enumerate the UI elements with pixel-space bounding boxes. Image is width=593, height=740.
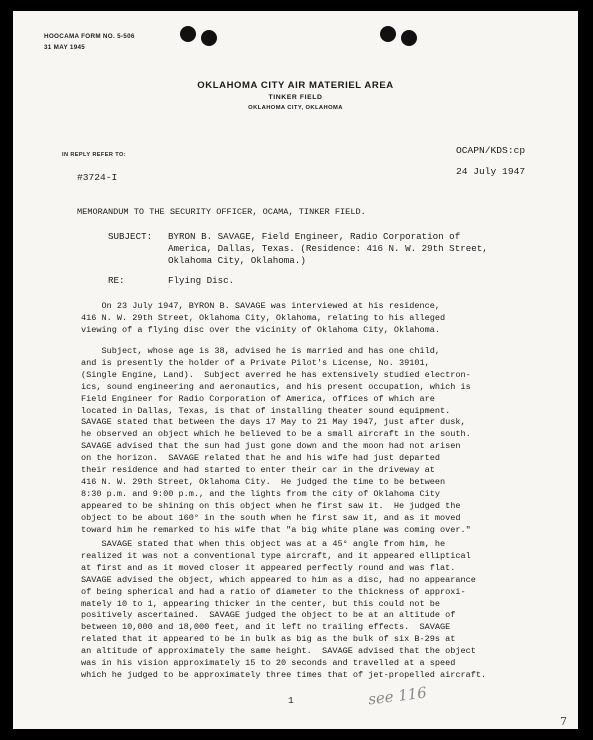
form-number: HOOCAMA FORM NO. 5-506	[44, 33, 135, 40]
paragraph-line: object to be about 160° in the south when he first saw it, and as it moved	[81, 512, 461, 523]
paragraph-line: SAVAGE stated that between the days 17 May to 21 May 1947, just after dusk,	[81, 417, 466, 428]
paragraph-line: positively ascertained. SAVAGE judged the object to be at an altitude of	[81, 610, 456, 621]
punch-hole	[380, 26, 396, 42]
paragraph-line: On 23 July 1947, BYRON B. SAVAGE was interviewed at his residence,	[81, 301, 441, 311]
paragraph-line: he observed an object which he believed to be a small aircraft in the south.	[81, 429, 471, 440]
paragraph-line: Field Engineer for Radio Corporation of America, offices of which are	[81, 393, 435, 404]
punch-hole	[401, 30, 417, 46]
paragraph-line: 416 N. W. 29th Street, Oklahoma City, Oklahoma, relating to his alleged	[81, 312, 446, 323]
paragraph-line: at first and as it moved closer it appeared perfectly round and was flat.	[81, 562, 456, 573]
paragraph-line: realized it was not a conventional type aircraft, and it appeared elliptical	[81, 550, 471, 561]
letterhead-org: OKLAHOMA CITY AIR MATERIEL AREA	[197, 80, 394, 91]
paragraph-line: SAVAGE advised the object, which appeared to him as a disc, had no appearance	[81, 574, 476, 585]
paragraph-line: viewing of a flying disc over the vicinity of Oklahoma City, Oklahoma.	[81, 324, 441, 335]
page-number: 1	[288, 695, 294, 706]
file-number: #3724-I	[77, 172, 118, 183]
paragraph-line: mately 10 to 1, appearing thicker in the center, but this could not be	[81, 598, 441, 609]
paragraph-line: ics, sound engineering and aeronautics, and his present occupation, which is	[81, 381, 471, 392]
handwritten-note: see 116	[367, 683, 428, 709]
paragraph-line: Subject, whose age is 38, advised he is married and has one child,	[81, 346, 441, 356]
subject-line: America, Dallas, Texas. (Residence: 416 N. W. 29th Street,	[168, 243, 488, 255]
paragraph-line: 8:30 p.m. and 9:00 p.m., and the lights from the city of Oklahoma City	[81, 488, 441, 499]
letterhead-field: TINKER FIELD	[268, 94, 323, 101]
punch-hole	[180, 26, 196, 42]
paragraph-line: was in his vision approximately 15 to 20 seconds and travelled at a speed	[81, 658, 456, 669]
paragraph-line: toward him he remarked to his wife that "a big white plane was coming over."	[81, 524, 471, 535]
reference-code: OCAPN/KDS:cp	[456, 145, 526, 156]
paragraph-line: an altitude of approximately the same height. SAVAGE advised that the object	[81, 646, 476, 657]
re-text: Flying Disc.	[168, 275, 235, 286]
paragraph-observation	[81, 346, 578, 537]
paragraph-line: SAVAGE advised that the sun had just gone down and the moon had not arisen	[81, 441, 461, 452]
corner-mark: 7	[560, 715, 567, 728]
paragraph-line: on the horizon. SAVAGE related that he and his wife had just departed	[81, 453, 441, 464]
paragraph-line: located in Dallas, Texas, is that of installing theater sound equipment.	[81, 405, 451, 416]
subject-text	[168, 231, 563, 268]
letter-date: 24 July 1947	[456, 166, 526, 177]
paragraph-line: SAVAGE stated that when this object was at a 45° angle from him, he	[81, 539, 446, 549]
paragraph-line: their residence and had started to enter their car in the driveway at	[81, 465, 435, 476]
paragraph-line: which he judged to be approximately three times that of jet-propelled aircraft.	[81, 669, 487, 680]
paragraph-line: 416 N. W. 29th Street, Oklahoma City. He judged the time to be between	[81, 476, 446, 487]
paragraph-line: between 10,000 and 18,000 feet, and it left no trailing effects. SAVAGE	[81, 622, 451, 633]
paragraph-description	[81, 539, 578, 682]
letterhead-location: OKLAHOMA CITY, OKLAHOMA	[248, 105, 343, 111]
memo-addressee: MEMORANDUM TO THE SECURITY OFFICER, OCAMA, TINKER FIELD.	[77, 207, 366, 217]
paragraph-interview	[81, 301, 578, 337]
form-date: 31 MAY 1945	[44, 44, 86, 51]
re-label: RE:	[108, 275, 125, 286]
subject-line: BYRON B. SAVAGE, Field Engineer, Radio Corporation of	[168, 231, 461, 242]
paragraph-line: related that it appeared to be in bulk as big as the bulk of six B-29s at	[81, 634, 456, 645]
paragraph-line: (Single Engine, Land). Subject averred he has extensively studied electron-	[81, 369, 471, 380]
subject-label: SUBJECT:	[108, 231, 153, 242]
paragraph-line: and is presently the holder of a Private Pilot's License, No. 39101,	[81, 357, 430, 368]
subject-line: Oklahoma City, Oklahoma.)	[168, 255, 306, 267]
reply-refer-label: IN REPLY REFER TO:	[62, 152, 126, 158]
punch-hole	[201, 30, 217, 46]
paragraph-line: of being spherical and had a ratio of diameter to the thickness of approxi-	[81, 586, 466, 597]
paragraph-line: appeared to be shining on this object when he first saw it. He judged the	[81, 500, 461, 511]
memo-page	[13, 11, 578, 729]
